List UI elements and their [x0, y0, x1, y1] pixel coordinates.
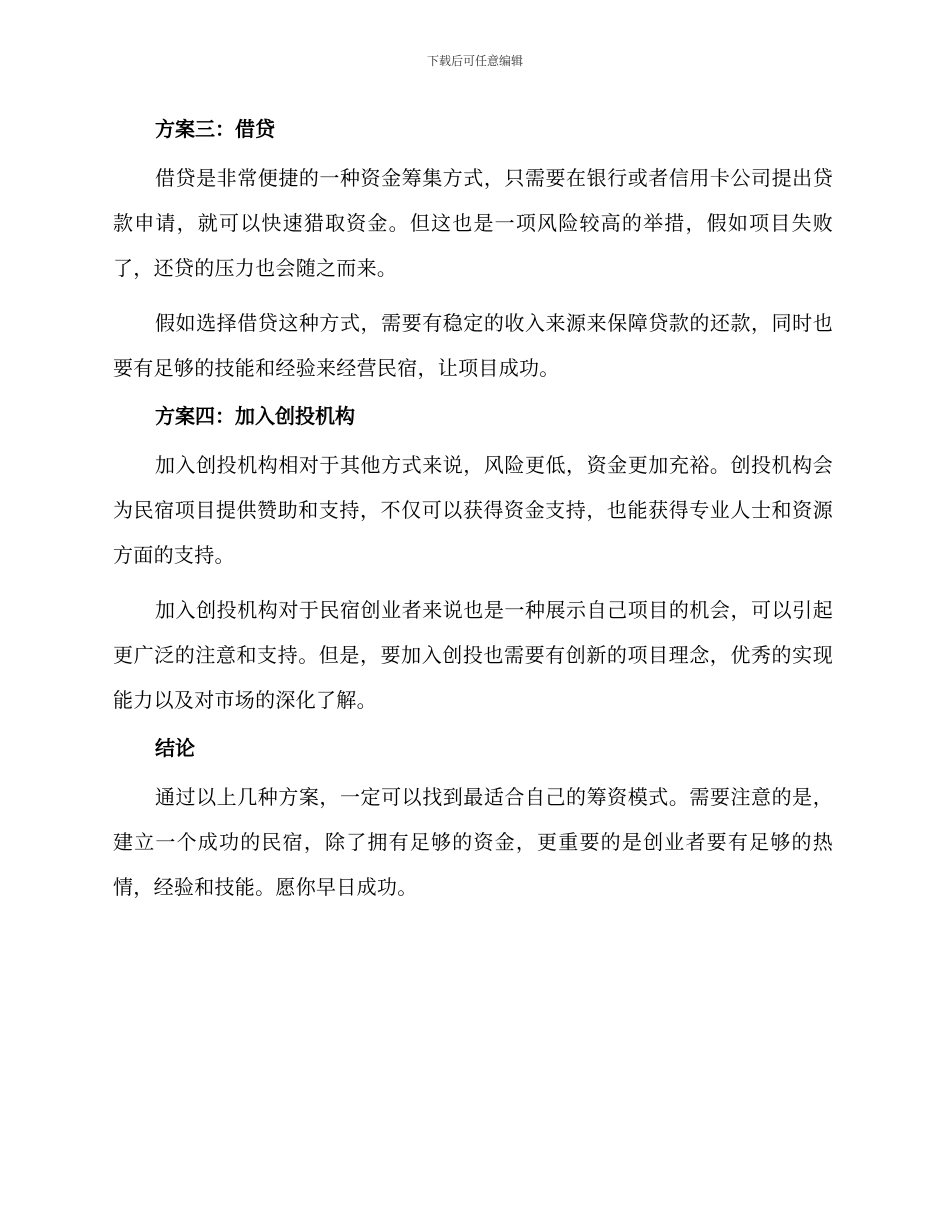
- paragraph-conclusion-1: 通过以上几种方案，一定可以找到最适合自己的筹资模式。需要注意的是，建立一个成功的民宿，除了拥有足够的资金，更重要的是创业者要有足够的热情，经验和技能。愿你早日成功。: [113, 785, 833, 899]
- document-body: [113, 114, 833, 920]
- section-heading-venture: 方案四：加入创投机构: [155, 404, 355, 428]
- paragraph-loan-1: 借贷是非常便捷的一种资金筹集方式，只需要在银行或者信用卡公司提出贷款申请，就可以快速猎取资金。但这也是一项风险较高的举措，假如项目失败了，还贷的压力也会随之而来。: [113, 166, 833, 280]
- page-header: 下载后可任意编辑: [426, 54, 523, 68]
- paragraph-loan-2: 假如选择借贷这种方式，需要有稳定的收入来源来保障贷款的还款，同时也要有足够的技能和经验来经营民宿，让项目成功。: [113, 311, 833, 380]
- section-heading-loan: 方案三：借贷: [155, 117, 275, 141]
- paragraph-venture-1: 加入创投机构相对于其他方式来说，风险更低，资金更加充裕。创投机构会为民宿项目提供赞助和支持，不仅可以获得资金支持，也能获得专业人士和资源方面的支持。: [113, 453, 833, 567]
- section-heading-conclusion: 结论: [155, 736, 195, 760]
- paragraph-venture-2: 加入创投机构对于民宿创业者来说也是一种展示自己项目的机会，可以引起更广泛的注意和支持。但是，要加入创投也需要有创新的项目理念，优秀的实现能力以及对市场的深化了解。: [113, 598, 833, 712]
